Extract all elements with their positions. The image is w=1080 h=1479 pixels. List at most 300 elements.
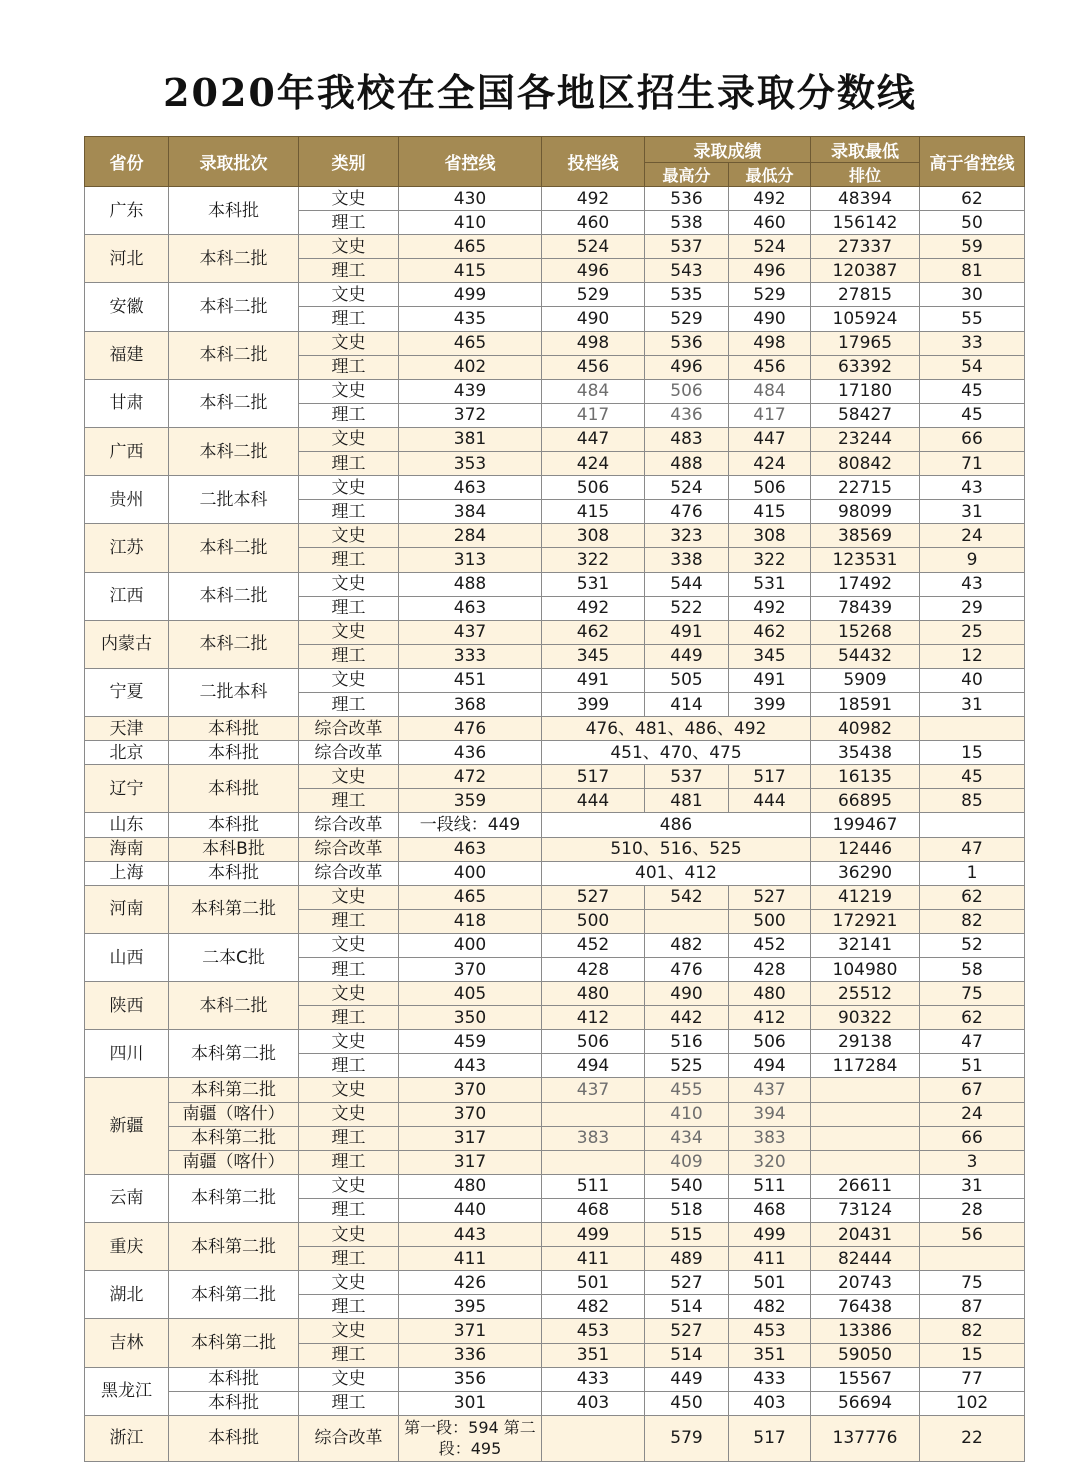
highest-score-cell: 436 (645, 403, 729, 427)
province-cell: 黑龙江 (85, 1367, 169, 1415)
batch-cell: 本科第二批 (169, 1030, 299, 1078)
table-row (85, 861, 1025, 885)
lowest-score-cell: 492 (729, 596, 811, 620)
min-rank-cell: 63392 (811, 355, 920, 379)
category-cell: 综合改革 (299, 1415, 399, 1461)
min-rank-cell: 26611 (811, 1174, 920, 1198)
control-line-cell: 395 (399, 1295, 542, 1319)
above-control-cell: 81 (920, 259, 1025, 283)
lowest-score-cell: 456 (729, 355, 811, 379)
province-cell: 山西 (85, 933, 169, 981)
control-line-cell: 440 (399, 1198, 542, 1222)
highest-score-cell: 482 (645, 933, 729, 957)
filing-line-cell: 492 (542, 187, 645, 211)
above-control-cell: 43 (920, 476, 1025, 500)
control-line-cell: 415 (399, 259, 542, 283)
filing-line-cell: 453 (542, 1319, 645, 1343)
batch-cell: 本科批 (169, 813, 299, 837)
lowest-score-cell: 460 (729, 211, 811, 235)
admission-score-table (84, 136, 1025, 1462)
batch-cell: 本科二批 (169, 572, 299, 620)
filing-line-cell: 517 (542, 765, 645, 789)
batch-cell: 本科二批 (169, 235, 299, 283)
province-cell: 浙江 (85, 1415, 169, 1461)
control-line-cell: 476 (399, 717, 542, 741)
above-control-cell: 45 (920, 765, 1025, 789)
above-control-cell: 62 (920, 885, 1025, 909)
highest-score-cell: 434 (645, 1126, 729, 1150)
category-cell: 理工 (299, 1054, 399, 1078)
above-control-cell: 45 (920, 403, 1025, 427)
table-row (85, 885, 1025, 909)
lowest-score-cell: 424 (729, 452, 811, 476)
merged-scores-cell: 401、412 (542, 861, 811, 885)
table-row (85, 1367, 1025, 1391)
filing-line-cell: 452 (542, 933, 645, 957)
category-cell: 理工 (299, 1391, 399, 1415)
highest-score-cell: 449 (645, 1367, 729, 1391)
highest-score-cell: 527 (645, 1271, 729, 1295)
province-cell: 广东 (85, 187, 169, 235)
control-line-cell: 463 (399, 596, 542, 620)
lowest-score-cell: 492 (729, 187, 811, 211)
min-rank-cell: 59050 (811, 1343, 920, 1367)
category-cell: 理工 (299, 1295, 399, 1319)
control-line-cell: 370 (399, 958, 542, 982)
control-line-cell: 第一段：594 第二段：495 (399, 1415, 542, 1461)
highest-score-cell: 483 (645, 427, 729, 451)
above-control-cell: 54 (920, 355, 1025, 379)
above-control-cell: 1 (920, 861, 1025, 885)
category-cell: 理工 (299, 909, 399, 933)
filing-line-cell: 500 (542, 909, 645, 933)
batch-cell: 本科批 (169, 187, 299, 235)
filing-line-cell: 428 (542, 958, 645, 982)
table-row (85, 1223, 1025, 1247)
lowest-score-cell: 394 (729, 1102, 811, 1126)
highest-score-cell: 442 (645, 1006, 729, 1030)
category-cell: 理工 (299, 259, 399, 283)
batch-cell: 本科二批 (169, 524, 299, 572)
highest-score-cell: 476 (645, 500, 729, 524)
lowest-score-cell: 506 (729, 1030, 811, 1054)
min-rank-cell: 17965 (811, 331, 920, 355)
batch-cell: 本科二批 (169, 982, 299, 1030)
filing-line-cell: 417 (542, 403, 645, 427)
control-line-cell: 459 (399, 1030, 542, 1054)
above-control-cell: 31 (920, 500, 1025, 524)
batch-cell: 本科批 (169, 1415, 299, 1461)
above-control-cell: 31 (920, 692, 1025, 716)
province-cell: 云南 (85, 1174, 169, 1222)
filing-line-cell: 460 (542, 211, 645, 235)
merged-scores-cell: 451、470、475 (542, 741, 811, 765)
above-control-cell: 55 (920, 307, 1025, 331)
province-cell: 内蒙古 (85, 620, 169, 668)
lowest-score-cell: 499 (729, 1223, 811, 1247)
highest-score-cell: 538 (645, 211, 729, 235)
filing-line-cell: 345 (542, 644, 645, 668)
province-cell: 宁夏 (85, 668, 169, 716)
batch-cell: 本科批 (169, 1367, 299, 1391)
lowest-score-cell: 494 (729, 1054, 811, 1078)
highest-score-cell: 450 (645, 1391, 729, 1415)
lowest-score-cell: 345 (729, 644, 811, 668)
filing-line-cell: 444 (542, 789, 645, 813)
lowest-score-cell: 482 (729, 1295, 811, 1319)
above-control-cell: 66 (920, 427, 1025, 451)
filing-line-cell: 524 (542, 235, 645, 259)
batch-cell: 本科第二批 (169, 1319, 299, 1367)
category-cell: 理工 (299, 500, 399, 524)
control-line-cell: 451 (399, 668, 542, 692)
header-scores-group: 录取成绩 (645, 137, 811, 163)
category-cell: 文史 (299, 476, 399, 500)
lowest-score-cell: 527 (729, 885, 811, 909)
lowest-score-cell: 447 (729, 427, 811, 451)
above-control-cell: 85 (920, 789, 1025, 813)
min-rank-cell: 98099 (811, 500, 920, 524)
filing-line-cell: 456 (542, 355, 645, 379)
table-body (85, 187, 1025, 1462)
highest-score-cell: 537 (645, 765, 729, 789)
batch-cell: 本科第二批 (169, 1078, 299, 1102)
lowest-score-cell: 453 (729, 1319, 811, 1343)
control-line-cell: 313 (399, 548, 542, 572)
above-control-cell: 3 (920, 1150, 1025, 1174)
province-cell: 河南 (85, 885, 169, 933)
lowest-score-cell: 531 (729, 572, 811, 596)
above-control-cell: 43 (920, 572, 1025, 596)
category-cell: 文史 (299, 283, 399, 307)
min-rank-cell (811, 1078, 920, 1102)
above-control-cell: 58 (920, 958, 1025, 982)
lowest-score-cell: 452 (729, 933, 811, 957)
highest-score-cell: 536 (645, 331, 729, 355)
highest-score-cell: 543 (645, 259, 729, 283)
min-rank-cell: 18591 (811, 692, 920, 716)
filing-line-cell: 490 (542, 307, 645, 331)
province-cell: 贵州 (85, 476, 169, 524)
table-row (85, 813, 1025, 837)
min-rank-cell: 38569 (811, 524, 920, 548)
category-cell: 理工 (299, 1198, 399, 1222)
highest-score-cell: 522 (645, 596, 729, 620)
province-cell: 湖北 (85, 1271, 169, 1319)
filing-line-cell: 506 (542, 1030, 645, 1054)
table-row (85, 476, 1025, 500)
lowest-score-cell: 480 (729, 982, 811, 1006)
control-line-cell: 443 (399, 1223, 542, 1247)
min-rank-cell: 22715 (811, 476, 920, 500)
control-line-cell: 284 (399, 524, 542, 548)
batch-cell: 南疆（喀什） (169, 1150, 299, 1174)
filing-line-cell: 383 (542, 1126, 645, 1150)
filing-line-cell: 527 (542, 885, 645, 909)
min-rank-cell: 90322 (811, 1006, 920, 1030)
table-row (85, 1391, 1025, 1415)
filing-line-cell: 433 (542, 1367, 645, 1391)
lowest-score-cell: 490 (729, 307, 811, 331)
highest-score-cell: 496 (645, 355, 729, 379)
filing-line-cell: 499 (542, 1223, 645, 1247)
control-line-cell: 488 (399, 572, 542, 596)
min-rank-cell: 56694 (811, 1391, 920, 1415)
lowest-score-cell: 308 (729, 524, 811, 548)
min-rank-cell: 117284 (811, 1054, 920, 1078)
category-cell: 文史 (299, 1030, 399, 1054)
lowest-score-cell: 517 (729, 1415, 811, 1461)
min-rank-cell: 105924 (811, 307, 920, 331)
lowest-score-cell: 517 (729, 765, 811, 789)
highest-score-cell: 455 (645, 1078, 729, 1102)
batch-cell: 本科B批 (169, 837, 299, 861)
min-rank-cell: 80842 (811, 452, 920, 476)
lowest-score-cell: 412 (729, 1006, 811, 1030)
control-line-cell: 368 (399, 692, 542, 716)
highest-score-cell: 544 (645, 572, 729, 596)
above-control-cell: 9 (920, 548, 1025, 572)
min-rank-cell: 73124 (811, 1198, 920, 1222)
province-cell: 上海 (85, 861, 169, 885)
control-line-cell: 402 (399, 355, 542, 379)
table-row (85, 427, 1025, 451)
control-line-cell: 353 (399, 452, 542, 476)
min-rank-cell: 58427 (811, 403, 920, 427)
above-control-cell (920, 1247, 1025, 1271)
lowest-score-cell: 491 (729, 668, 811, 692)
highest-score-cell: 506 (645, 379, 729, 403)
above-control-cell: 82 (920, 909, 1025, 933)
category-cell: 综合改革 (299, 717, 399, 741)
table-row (85, 1271, 1025, 1295)
filing-line-cell: 492 (542, 596, 645, 620)
lowest-score-cell: 351 (729, 1343, 811, 1367)
min-rank-cell: 156142 (811, 211, 920, 235)
min-rank-cell (811, 1150, 920, 1174)
lowest-score-cell: 484 (729, 379, 811, 403)
above-control-cell: 66 (920, 1126, 1025, 1150)
highest-score-cell: 488 (645, 452, 729, 476)
highest-score-cell: 414 (645, 692, 729, 716)
lowest-score-cell: 428 (729, 958, 811, 982)
above-control-cell: 45 (920, 379, 1025, 403)
table-row (85, 235, 1025, 259)
above-control-cell: 75 (920, 1271, 1025, 1295)
lowest-score-cell: 501 (729, 1271, 811, 1295)
above-control-cell: 62 (920, 187, 1025, 211)
control-line-cell: 一段线：449 (399, 813, 542, 837)
lowest-score-cell: 529 (729, 283, 811, 307)
min-rank-cell: 82444 (811, 1247, 920, 1271)
batch-cell: 本科二批 (169, 620, 299, 668)
control-line-cell: 371 (399, 1319, 542, 1343)
highest-score-cell: 525 (645, 1054, 729, 1078)
control-line-cell: 463 (399, 476, 542, 500)
province-cell: 新疆 (85, 1078, 169, 1174)
lowest-score-cell: 524 (729, 235, 811, 259)
lowest-score-cell: 433 (729, 1367, 811, 1391)
table-row (85, 187, 1025, 211)
highest-score-cell: 476 (645, 958, 729, 982)
batch-cell: 本科批 (169, 861, 299, 885)
highest-score-cell: 516 (645, 1030, 729, 1054)
province-cell: 安徽 (85, 283, 169, 331)
above-control-cell: 56 (920, 1223, 1025, 1247)
above-control-cell (920, 717, 1025, 741)
min-rank-cell: 12446 (811, 837, 920, 861)
filing-line-cell: 399 (542, 692, 645, 716)
filing-line-cell: 322 (542, 548, 645, 572)
province-cell: 天津 (85, 717, 169, 741)
above-control-cell: 25 (920, 620, 1025, 644)
highest-score-cell: 527 (645, 1319, 729, 1343)
table-row (85, 1150, 1025, 1174)
category-cell: 理工 (299, 789, 399, 813)
table-row (85, 668, 1025, 692)
control-line-cell: 418 (399, 909, 542, 933)
control-line-cell: 317 (399, 1150, 542, 1174)
min-rank-cell: 36290 (811, 861, 920, 885)
category-cell: 理工 (299, 644, 399, 668)
province-cell: 海南 (85, 837, 169, 861)
control-line-cell: 436 (399, 741, 542, 765)
highest-score-cell (645, 909, 729, 933)
above-control-cell: 30 (920, 283, 1025, 307)
merged-scores-cell: 510、516、525 (542, 837, 811, 861)
control-line-cell: 317 (399, 1126, 542, 1150)
category-cell: 理工 (299, 692, 399, 716)
province-cell: 吉林 (85, 1319, 169, 1367)
filing-line-cell: 501 (542, 1271, 645, 1295)
category-cell: 文史 (299, 1174, 399, 1198)
lowest-score-cell: 415 (729, 500, 811, 524)
category-cell: 文史 (299, 885, 399, 909)
category-cell: 文史 (299, 765, 399, 789)
province-cell: 甘肃 (85, 379, 169, 427)
highest-score-cell: 536 (645, 187, 729, 211)
page-title: 2020年我校在全国各地区招生录取分数线 (163, 70, 917, 115)
category-cell: 理工 (299, 1006, 399, 1030)
category-cell: 理工 (299, 355, 399, 379)
control-line-cell: 370 (399, 1102, 542, 1126)
filing-line-cell: 496 (542, 259, 645, 283)
batch-cell: 本科批 (169, 765, 299, 813)
lowest-score-cell: 437 (729, 1078, 811, 1102)
province-cell: 广西 (85, 427, 169, 475)
control-line-cell: 359 (399, 789, 542, 813)
lowest-score-cell: 411 (729, 1247, 811, 1271)
batch-cell: 本科二批 (169, 427, 299, 475)
min-rank-cell: 41219 (811, 885, 920, 909)
batch-cell: 本科第二批 (169, 1223, 299, 1271)
control-line-cell: 439 (399, 379, 542, 403)
highest-score-cell: 518 (645, 1198, 729, 1222)
above-control-cell: 47 (920, 1030, 1025, 1054)
category-cell: 理工 (299, 307, 399, 331)
batch-cell: 本科批 (169, 1391, 299, 1415)
control-line-cell: 350 (399, 1006, 542, 1030)
table-row (85, 1319, 1025, 1343)
header-min-rank-line2: 排位 (811, 163, 920, 187)
category-cell: 理工 (299, 1126, 399, 1150)
control-line-cell: 411 (399, 1247, 542, 1271)
above-control-cell: 82 (920, 1319, 1025, 1343)
filing-line-cell: 437 (542, 1078, 645, 1102)
above-control-cell: 24 (920, 524, 1025, 548)
control-line-cell: 301 (399, 1391, 542, 1415)
above-control-cell: 15 (920, 741, 1025, 765)
lowest-score-cell: 496 (729, 259, 811, 283)
lowest-score-cell: 417 (729, 403, 811, 427)
highest-score-cell: 505 (645, 668, 729, 692)
lowest-score-cell: 444 (729, 789, 811, 813)
lowest-score-cell: 403 (729, 1391, 811, 1415)
category-cell: 文史 (299, 668, 399, 692)
category-cell: 文史 (299, 982, 399, 1006)
header-filing-line: 投档线 (542, 137, 645, 187)
highest-score-cell: 515 (645, 1223, 729, 1247)
min-rank-cell: 48394 (811, 187, 920, 211)
batch-cell: 本科二批 (169, 331, 299, 379)
above-control-cell: 62 (920, 1006, 1025, 1030)
filing-line-cell: 494 (542, 1054, 645, 1078)
category-cell: 理工 (299, 403, 399, 427)
province-cell: 福建 (85, 331, 169, 379)
control-line-cell: 435 (399, 307, 542, 331)
min-rank-cell: 123531 (811, 548, 920, 572)
above-control-cell: 71 (920, 452, 1025, 476)
header-control-line: 省控线 (399, 137, 542, 187)
min-rank-cell: 15268 (811, 620, 920, 644)
above-control-cell (920, 813, 1025, 837)
province-cell: 陕西 (85, 982, 169, 1030)
control-line-cell: 465 (399, 885, 542, 909)
min-rank-cell: 137776 (811, 1415, 920, 1461)
batch-cell: 本科二批 (169, 379, 299, 427)
highest-score-cell: 489 (645, 1247, 729, 1271)
control-line-cell: 480 (399, 1174, 542, 1198)
control-line-cell: 381 (399, 427, 542, 451)
batch-cell: 二本C批 (169, 933, 299, 981)
highest-score-cell: 490 (645, 982, 729, 1006)
filing-line-cell: 480 (542, 982, 645, 1006)
min-rank-cell: 29138 (811, 1030, 920, 1054)
min-rank-cell: 17180 (811, 379, 920, 403)
above-control-cell: 33 (920, 331, 1025, 355)
above-control-cell: 51 (920, 1054, 1025, 1078)
min-rank-cell: 17492 (811, 572, 920, 596)
table-row (85, 379, 1025, 403)
highest-score-cell: 535 (645, 283, 729, 307)
control-line-cell: 405 (399, 982, 542, 1006)
batch-cell: 本科二批 (169, 283, 299, 331)
highest-score-cell: 449 (645, 644, 729, 668)
header-above-control: 高于省控线 (920, 137, 1025, 187)
filing-line-cell: 506 (542, 476, 645, 500)
lowest-score-cell: 383 (729, 1126, 811, 1150)
above-control-cell: 102 (920, 1391, 1025, 1415)
above-control-cell: 75 (920, 982, 1025, 1006)
lowest-score-cell: 506 (729, 476, 811, 500)
above-control-cell: 87 (920, 1295, 1025, 1319)
table-row (85, 283, 1025, 307)
table-row (85, 1126, 1025, 1150)
control-line-cell: 499 (399, 283, 542, 307)
control-line-cell: 443 (399, 1054, 542, 1078)
category-cell: 理工 (299, 548, 399, 572)
control-line-cell: 384 (399, 500, 542, 524)
